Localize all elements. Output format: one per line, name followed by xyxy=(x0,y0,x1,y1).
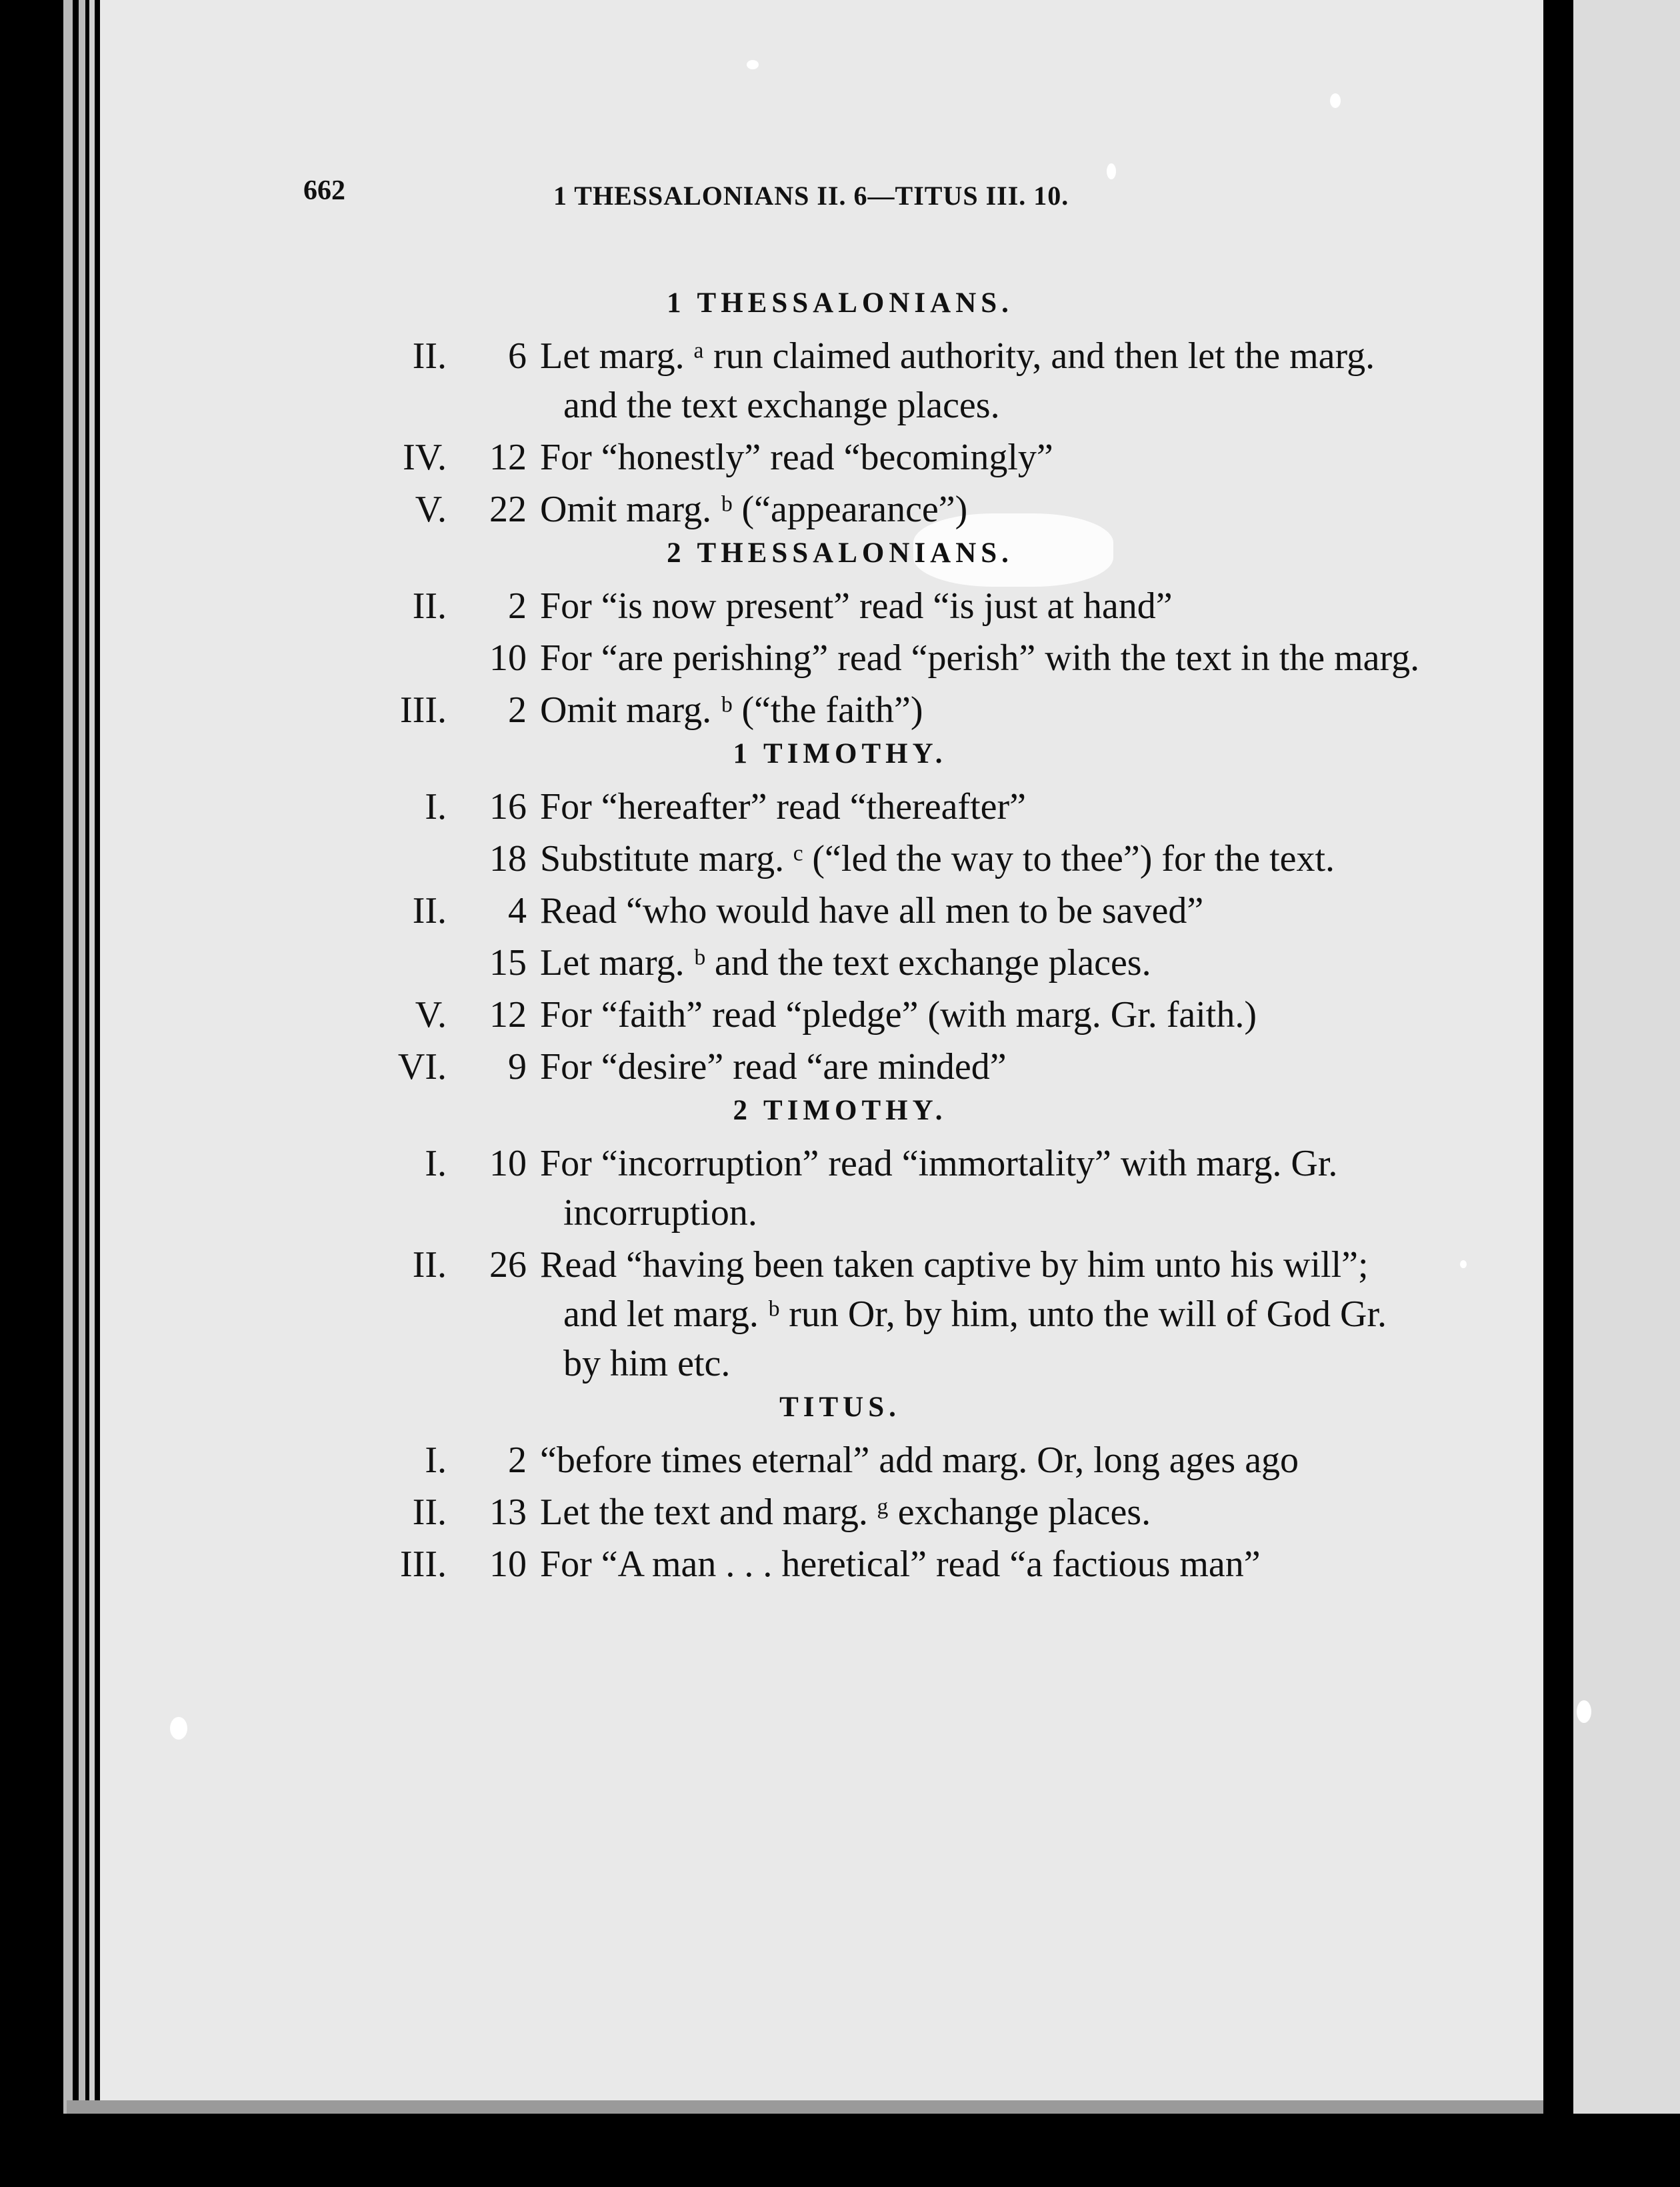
verse-number: 18 xyxy=(489,838,527,879)
scan-bottom-border xyxy=(0,2114,1680,2187)
verse-number: 10 xyxy=(489,637,527,679)
book-heading: 2 TIMOTHY. xyxy=(733,1095,947,1126)
running-title: 1 THESSALONIANS II. 6—TITUS III. 10. xyxy=(553,181,1069,211)
chapter-number: II. xyxy=(412,585,447,627)
chapter-number: I. xyxy=(425,786,447,827)
running-head xyxy=(0,175,1680,221)
verse-number: 16 xyxy=(489,786,527,827)
list-item xyxy=(0,1240,1680,1388)
section-1-timothy xyxy=(0,737,1680,1091)
entry-text: For “is now present” read “is just at hand” xyxy=(540,585,1173,627)
section-2-timothy xyxy=(0,1094,1680,1388)
page-bottom-edge xyxy=(67,2100,1543,2114)
entry-text: For “honestly” read “becomingly” xyxy=(540,437,1053,478)
chapter-number: II. xyxy=(412,1244,447,1286)
entry-text: For “A man . . . heretical” read “a factious man” xyxy=(540,1544,1261,1585)
list-item xyxy=(0,1488,1680,1537)
book-heading: 1 THESSALONIANS. xyxy=(667,287,1013,319)
verse-number: 2 xyxy=(508,689,527,731)
entry-text: “before times eternal” add marg. Or, long ages ago xyxy=(540,1440,1299,1481)
scan-speck xyxy=(747,60,759,69)
book-heading: 1 TIMOTHY. xyxy=(733,738,947,769)
verse-number: 15 xyxy=(489,942,527,983)
chapter-number: I. xyxy=(425,1440,447,1481)
errata-list xyxy=(0,287,1680,1592)
verse-number: 2 xyxy=(508,585,527,627)
list-item xyxy=(0,886,1680,935)
list-item xyxy=(0,1042,1680,1091)
section-titus xyxy=(0,1391,1680,1589)
verse-number: 12 xyxy=(489,994,527,1035)
entry-text: Read “who would have all men to be saved” xyxy=(540,890,1204,931)
chapter-number: II. xyxy=(412,335,447,377)
book-heading: TITUS. xyxy=(779,1392,901,1423)
scan-speck xyxy=(1330,93,1341,108)
list-item xyxy=(0,782,1680,831)
chapter-number: V. xyxy=(415,489,447,530)
verse-number: 9 xyxy=(508,1046,527,1087)
entry-text: For “hereafter” read “thereafter” xyxy=(540,786,1026,827)
list-item xyxy=(0,1540,1680,1589)
list-item xyxy=(0,990,1680,1039)
list-item xyxy=(0,581,1680,631)
chapter-number: II. xyxy=(412,1492,447,1533)
verse-number: 10 xyxy=(489,1544,527,1585)
verse-number: 6 xyxy=(508,335,527,377)
list-item xyxy=(0,433,1680,482)
verse-number: 12 xyxy=(489,437,527,478)
chapter-number: I. xyxy=(425,1143,447,1184)
list-item xyxy=(0,685,1680,735)
list-item xyxy=(0,834,1680,883)
entry-text: Substitute marg. ᶜ (“led the way to thee”) for the text. xyxy=(540,838,1335,879)
entry-text: For “faith” read “pledge” (with marg. Gr. faith.) xyxy=(540,994,1257,1035)
verse-number: 26 xyxy=(489,1244,527,1286)
book-heading: 2 THESSALONIANS. xyxy=(667,537,1013,569)
list-item xyxy=(0,1436,1680,1485)
chapter-number: II. xyxy=(412,890,447,931)
scan-speck xyxy=(170,1717,187,1740)
verse-number: 22 xyxy=(489,489,527,530)
verse-number: 10 xyxy=(489,1143,527,1184)
entry-text: For “desire” read “are minded” xyxy=(540,1046,1007,1087)
verse-number: 2 xyxy=(508,1440,527,1481)
chapter-number: III. xyxy=(400,689,447,731)
list-item xyxy=(0,938,1680,987)
entry-text: Omit marg. ᵇ (“the faith”) xyxy=(540,689,923,731)
verse-number: 4 xyxy=(508,890,527,931)
entry-text: Read “having been taken captive by him unto his will”; and let marg. ᵇ run Or, by him, unto the will of God Gr. by him etc. xyxy=(540,1244,1387,1384)
section-2-thessalonians xyxy=(0,537,1680,735)
list-item xyxy=(0,1139,1680,1238)
chapter-number: III. xyxy=(400,1544,447,1585)
entry-text: For “are perishing” read “perish” with the text in the marg. xyxy=(540,637,1420,679)
chapter-number: V. xyxy=(415,994,447,1035)
list-item xyxy=(0,331,1680,430)
chapter-number: IV. xyxy=(403,437,447,478)
entry-text: Omit marg. ᵇ (“appearance”) xyxy=(540,489,968,530)
entry-text: Let marg. ᵃ run claimed authority, and then let the marg. and the text exchange places. xyxy=(540,335,1375,426)
entry-text: For “incorruption” read “immortality” with marg. Gr. incorruption. xyxy=(540,1143,1338,1234)
list-item xyxy=(0,633,1680,683)
page-number: 662 xyxy=(303,175,345,206)
entry-text: Let the text and marg. ᵍ exchange places. xyxy=(540,1492,1151,1533)
entry-text: Let marg. ᵇ and the text exchange places. xyxy=(540,942,1151,983)
chapter-number: VI. xyxy=(397,1046,447,1087)
section-1-thessalonians xyxy=(0,287,1680,534)
list-item xyxy=(0,485,1680,534)
verse-number: 13 xyxy=(489,1492,527,1533)
scan-speck xyxy=(1577,1700,1591,1723)
